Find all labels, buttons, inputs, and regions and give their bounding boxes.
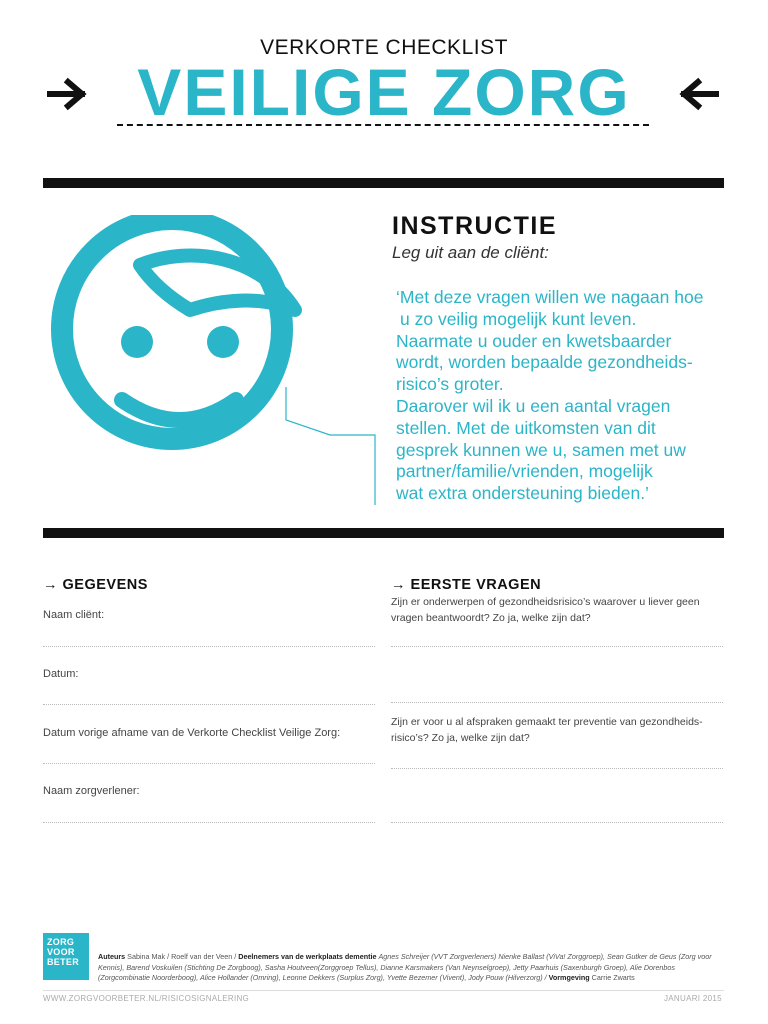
arrow-left-icon (676, 74, 720, 114)
quote-line: ‘Met deze vragen willen we nagaan hoe (396, 287, 704, 307)
authors: Sabina Mak / Roelf van der Veen / (127, 952, 237, 961)
datum-vorige-afname-input[interactable] (43, 763, 375, 764)
header-subtitle: VERKORTE CHECKLIST (260, 36, 508, 59)
quote-line: u zo veilig mogelijk kunt leven. (400, 308, 637, 329)
quote-line: wordt, worden bepaalde gezondheids- (396, 352, 693, 373)
datum-input[interactable] (43, 704, 375, 705)
title-dashed-underline (117, 124, 649, 126)
instruction-quote (396, 287, 736, 505)
question-2-line-1: Zijn er voor u al afspraken gemaakt ter preventie van gezondheids- (391, 716, 703, 728)
footer-date: JANUARI 2015 (664, 994, 722, 1003)
quote-line: wat extra ondersteuning bieden.’ (396, 483, 649, 504)
question-1-line-2: vragen beantwoordt? Zo ja, welke zijn dat? (391, 611, 591, 624)
top-divider-bar (43, 178, 724, 188)
instruction-title: INSTRUCTIE (392, 212, 557, 240)
authors-label: Auteurs (98, 952, 126, 961)
question-2-line-2: risico’s? Zo ja, welke zijn dat? (391, 731, 530, 744)
participants: Agnes Schreijer (VVT Zorgverleners) Nienke Ballast (ViVa! Zorggroep), Sean Gutker de Geus (Zorg voor Kennis), Barend Voskuilen (Stichting De Zorgboog), Sasha Houtveen(Zorggroep Tellus), Dianne Karsmakers (Van Neynselgroep), Jetty Paarhuis (Saxenburgh Groep), Alie Dorenbos (Zorgcombinatie Noorderboog), Alice Hollander (Omring), Leonne Dekkers (Surplus Zorg), Yvette Bezemer (Vivent), Jody Pouw (Hilverzorg) / (98, 952, 712, 982)
quote-line: risico’s groter. (396, 374, 504, 395)
eerste-vragen-heading: → EERSTE VRAGEN (391, 577, 542, 593)
designer: Carrie Zwarts (591, 973, 635, 982)
question-1 (391, 595, 700, 626)
footer-divider (43, 990, 724, 991)
field-label-datum-vorige-afname: Datum vorige afname van de Verkorte Checklist Veilige Zorg: (43, 727, 341, 739)
logo-line: VOOR (47, 947, 75, 957)
quote-line: Naarmate u ouder en kwetsbaarder (396, 330, 672, 351)
question-2-answer-line[interactable] (391, 822, 723, 823)
field-label-naam-client: Naam cliënt: (43, 609, 105, 621)
instruction-subtitle: Leg uit aan de cliënt: (392, 243, 549, 262)
question-2 (391, 715, 703, 746)
gegevens-heading: → GEGEVENS (43, 577, 148, 593)
question-1-line-1: Zijn er onderwerpen of gezondheidsrisico’s waarover u liever geen (391, 596, 700, 608)
design-label: Vormgeving (548, 973, 590, 982)
quote-line: stellen. Met de uitkomsten van dit (396, 417, 656, 438)
naam-client-input[interactable] (43, 646, 375, 647)
question-2-answer-line[interactable] (391, 768, 723, 769)
smiley-face-icon (40, 215, 400, 505)
quote-line: gesprek kunnen we u, samen met uw (396, 439, 686, 460)
field-label-datum: Datum: (43, 668, 79, 680)
field-label-naam-zorgverlener: Naam zorgverlener: (43, 785, 140, 797)
footer-credits (98, 952, 728, 984)
quote-line: Daarover wil ik u een aantal vragen (396, 395, 671, 416)
logo-line: ZORG (47, 937, 75, 947)
middle-divider-bar (43, 528, 724, 538)
page-title: VEILIGE ZORG (137, 55, 631, 129)
question-1-answer-line[interactable] (391, 702, 723, 703)
quote-line: partner/familie/vrienden, mogelijk (396, 461, 653, 482)
naam-zorgverlener-input[interactable] (43, 822, 375, 823)
footer-url-link[interactable]: WWW.ZORGVOORBETER.NL/RISICOSIGNALERING (43, 994, 250, 1003)
logo-line: BETER (47, 957, 80, 967)
zorgvoorbeter-logo (43, 933, 89, 980)
participants-label: Deelnemers van de werkplaats dementie (238, 952, 377, 961)
question-1-answer-line[interactable] (391, 646, 723, 647)
